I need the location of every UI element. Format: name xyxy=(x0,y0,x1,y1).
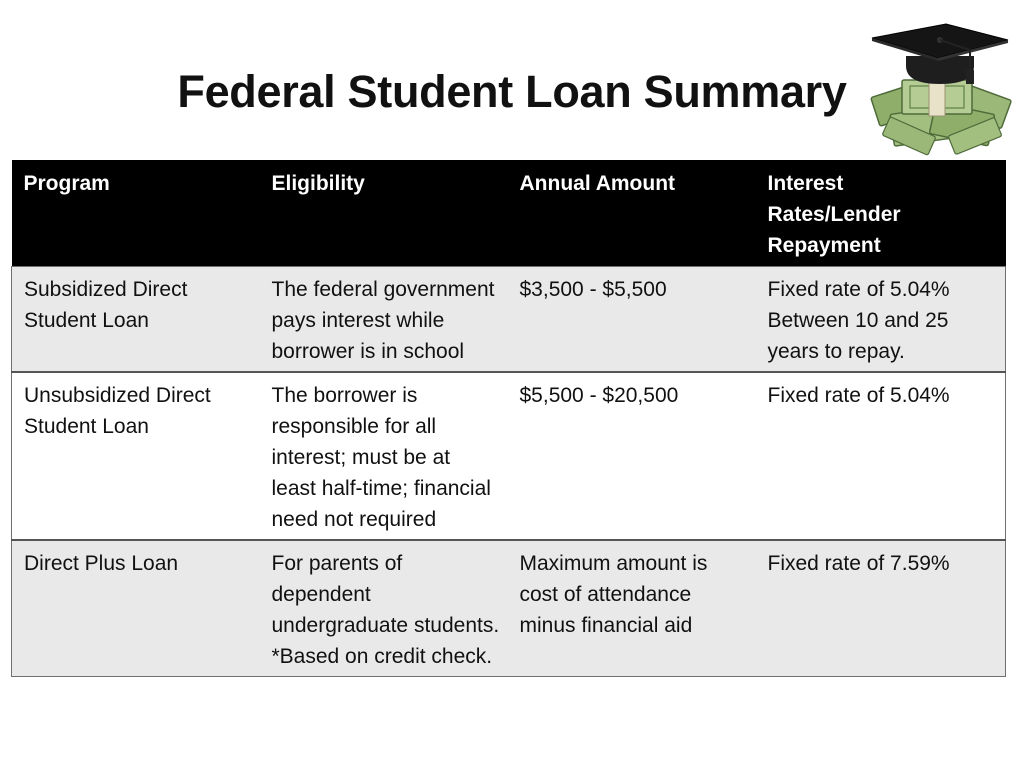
cell-eligibility: The federal government pays interest while borrower is in school xyxy=(260,267,508,373)
cell-interest-rate: Fixed rate of 7.59% xyxy=(756,540,1006,677)
table-header-row xyxy=(12,160,1006,267)
graduation-cap-on-money-icon xyxy=(862,18,1016,158)
header-annual-amount: Annual Amount xyxy=(508,160,756,267)
header-program: Program xyxy=(12,160,260,267)
money-stack-icon xyxy=(871,78,1012,155)
table-row xyxy=(12,267,1006,373)
graduation-cap-icon xyxy=(872,24,1008,84)
header-interest-rates: Interest Rates/Lender Repayment xyxy=(756,160,1006,267)
table-row xyxy=(12,540,1006,677)
cell-annual-amount: Maximum amount is cost of attendance minus financial aid xyxy=(508,540,756,677)
cell-program: Direct Plus Loan xyxy=(12,540,260,677)
table-row xyxy=(12,372,1006,540)
cell-interest-rate: Fixed rate of 5.04% xyxy=(756,372,1006,540)
cell-program: Subsidized Direct Student Loan xyxy=(12,267,260,373)
cell-interest-rate: Fixed rate of 5.04% Between 10 and 25 years to repay. xyxy=(756,267,1006,373)
cell-annual-amount: $5,500 - $20,500 xyxy=(508,372,756,540)
loan-summary-table xyxy=(11,160,1006,677)
cell-eligibility: For parents of dependent undergraduate students. *Based on credit check. xyxy=(260,540,508,677)
header-eligibility: Eligibility xyxy=(260,160,508,267)
cell-eligibility: The borrower is responsible for all interest; must be at least half-time; financial need not required xyxy=(260,372,508,540)
page-title: Federal Student Loan Summary xyxy=(177,66,847,117)
cell-annual-amount: $3,500 - $5,500 xyxy=(508,267,756,373)
cell-program: Unsubsidized Direct Student Loan xyxy=(12,372,260,540)
